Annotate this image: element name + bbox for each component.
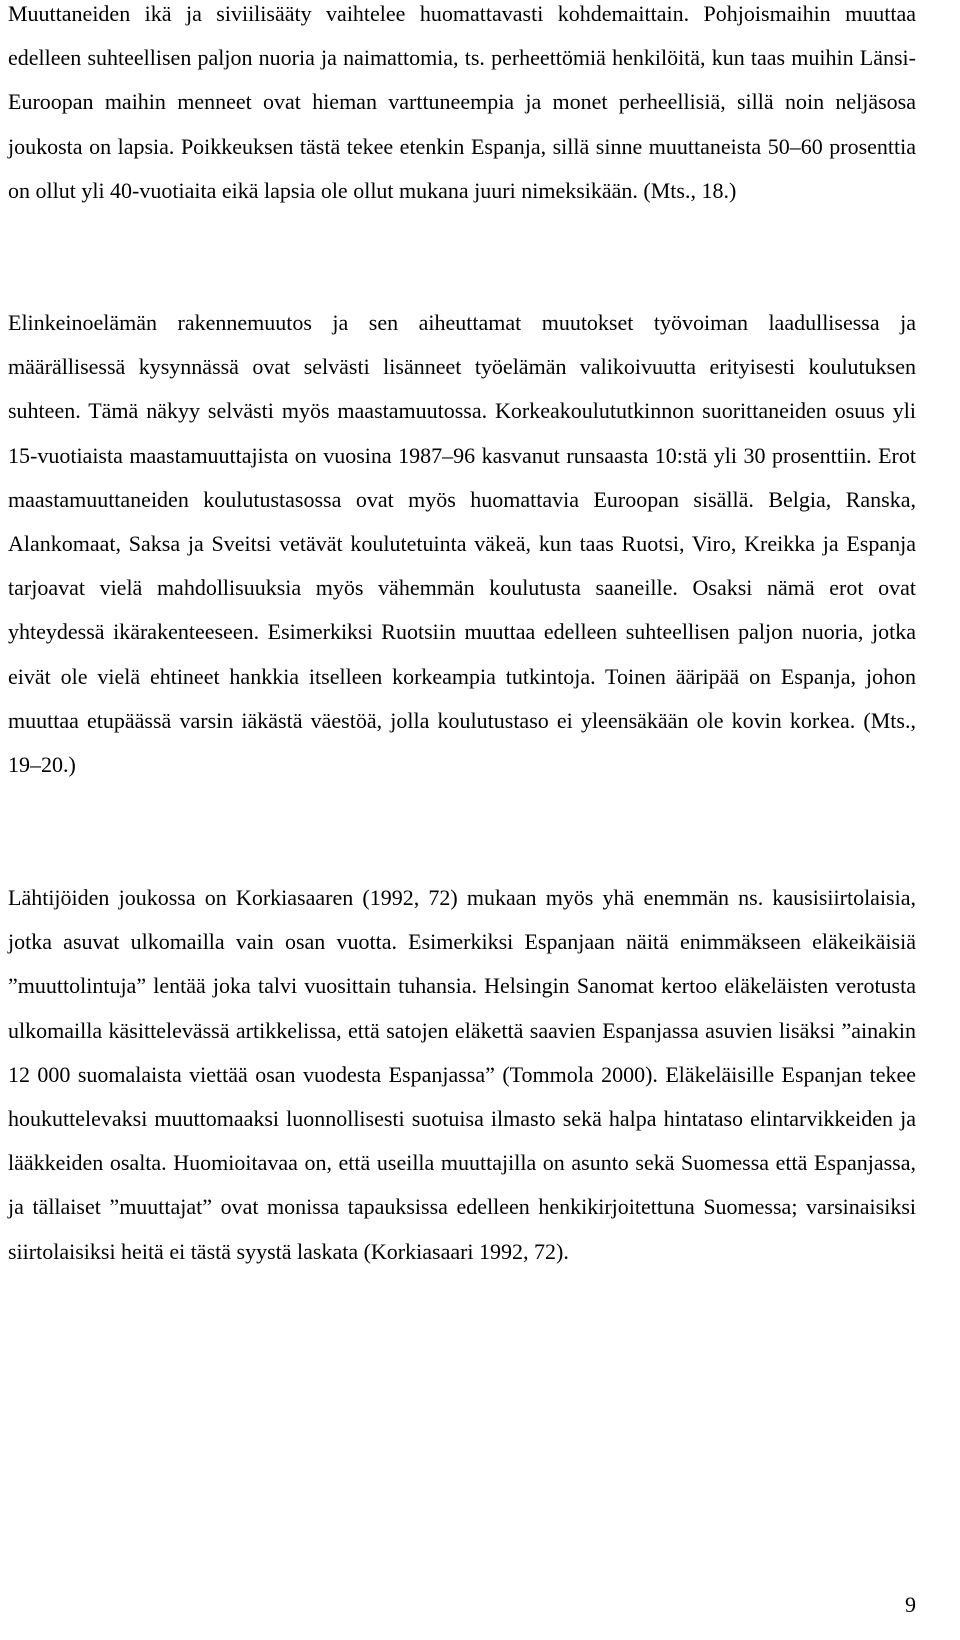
document-page — [8, 0, 916, 1640]
page-number: 9 — [905, 1592, 916, 1617]
paragraph-seasonal-migrants: Lähtijöiden joukossa on Korkiasaaren (1992, 72) mukaan myös yhä enemmän ns. kausisiirtolaisia, jotka asuvat ulkomailla vain osan vuotta. Esimerkiksi Espanjaan näitä enimmäkseen eläkeikäisiä ”muuttolintuja” lentää joka talvi vuosittain tuhansia. Helsingin Sanomat kertoo eläkeläisten verotusta ulkomailla käsittelevässä artikkelissa, että satojen eläkettä saavien Espanjassa asuvien lisäksi ”ainakin 12 000 suomalaista viettää osan vuodesta Espanjassa” (Tommola 2000). Eläkeläisille Espanjan tekee houkuttelevaksi muuttomaaksi luonnollisesti suotuisa ilmasto sekä halpa hintataso elintarvikkeiden ja lääkkeiden osalta. Huomioitavaa on, että useilla muuttajilla on asunto sekä Suomessa että Espanjassa, ja tällaiset ”muuttajat” ovat monissa tapauksissa edelleen henkikirjoitettuna Suomessa; varsinaisiksi siirtolaisiksi heitä ei tästä syystä laskata (Korkiasaari 1992, 72). — [8, 885, 916, 1264]
paragraph-age-marital-status: Muuttaneiden ikä ja siviilisääty vaihtelee huomattavasti kohdemaittain. Pohjoismaihin muuttaa edelleen suhteellisen paljon nuoria ja naimattomia, ts. perheettömiä henkilöitä, kun taas muihin Länsi-Euroopan maihin menneet ovat hieman varttuneempia ja monet perheellisiä, sillä noin neljäsosa joukosta on lapsia. Poikkeuksen tästä tekee etenkin Espanja, sillä sinne muuttaneista 50–60 prosenttia on ollut yli 40-vuotiaita eikä lapsia ole ollut mukana juuri nimeksikään. (Mts., 18.) — [8, 1, 916, 203]
paragraph-education-selectivity: Elinkeinoelämän rakennemuutos ja sen aiheuttamat muutokset työvoiman laadullisessa ja määrällisessä kysynnässä ovat selvästi lisänneet työelämän valikoivuutta erityisesti koulutuksen suhteen. Tämä näkyy selvästi myös maastamuutossa. Korkeakoulututkinnon suorittaneiden osuus yli 15-vuotiaista maastamuuttajista on vuosina 1987–96 kasvanut runsaasta 10:stä yli 30 prosenttiin. Erot maastamuuttaneiden koulutustasossa ovat myös huomattavia Euroopan sisällä. Belgia, Ranska, Alankomaat, Saksa ja Sveitsi vetävät koulutetuinta väkeä, kun taas Ruotsi, Viro, Kreikka ja Espanja tarjoavat vielä mahdollisuuksia myös vähemmän koulutusta saaneille. Osaksi nämä erot ovat yhteydessä ikärakenteeseen. Esimerkiksi Ruotsiin muuttaa edelleen suhteellisen paljon nuoria, jotka eivät ole vielä ehtineet hankkia itselleen korkeampia tutkintoja. Toinen ääripää on Espanja, johon muuttaa etupäässä varsin iäkästä väestöä, jolla koulutustaso ei yleensäkään ole kovin korkea. (Mts., 19–20.) — [8, 310, 916, 778]
